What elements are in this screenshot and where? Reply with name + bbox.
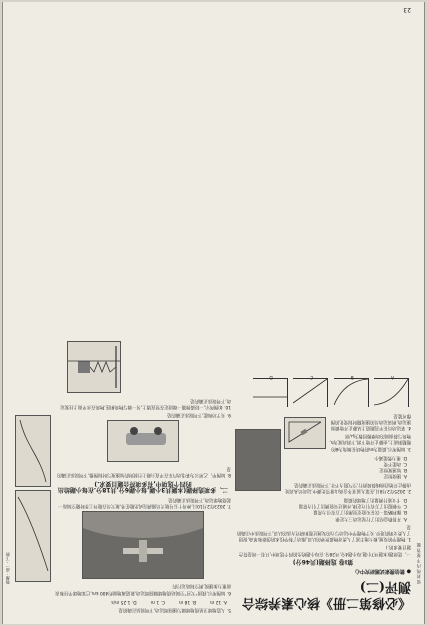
option: B. 伽利略第一次在实验室里测出了万有引力常量 bbox=[313, 509, 407, 515]
question-9: 9. 关于功和能,下列说法正确的是 bbox=[166, 411, 231, 417]
question-6: 6. 如图所示,我国“天宫”空间站绕地球做圆周运动,轨道离地面约400 km,已知地球半径和表面重力加速度,则空间站运行的 bbox=[55, 583, 231, 595]
ramp-diagram bbox=[16, 491, 50, 581]
question-10: 10. 如图所示,一轻质弹簧一端固定在竖直墙上,另一端与物块相连,物块在水平面上往复运动,下列说法正确的是 bbox=[60, 397, 231, 409]
graph-options bbox=[235, 373, 411, 409]
option: A. 12 m bbox=[210, 598, 227, 604]
question-1-options bbox=[235, 496, 407, 521]
graph-label: D bbox=[269, 373, 273, 379]
slide-diagram bbox=[16, 416, 50, 486]
space-station-photo bbox=[82, 511, 204, 579]
section-heading: 第Ⅰ卷 选择题(共46分) bbox=[292, 557, 354, 565]
option: D. 1.25 m/s bbox=[111, 598, 137, 604]
subtitle: ● 微信搜索试题研究中心 bbox=[354, 568, 411, 574]
exam-sheet bbox=[2, 2, 425, 624]
graph-a bbox=[374, 373, 409, 407]
option: C. 1 m bbox=[150, 598, 165, 604]
car-diagram bbox=[108, 421, 178, 461]
question-5-options bbox=[55, 598, 227, 604]
page-number: 23 bbox=[403, 6, 411, 14]
car-figure bbox=[107, 420, 179, 462]
graph-b bbox=[334, 373, 369, 407]
question-4: 4. 某运动员在平直跑道上从静止开始做加速运动,则该运动员的速度随时间变化的图像可能是 bbox=[330, 412, 411, 430]
question-intro: 一、选择题(本题共7小题,每小题4分,共28分.在每小题给出的四个选项中,只有一项是符合题目要求的.) bbox=[238, 544, 411, 556]
right-column bbox=[13, 412, 51, 612]
spring-diagram bbox=[68, 342, 120, 392]
graph-label: C bbox=[310, 373, 314, 379]
graph-d bbox=[253, 373, 288, 407]
middle-column bbox=[55, 341, 231, 612]
incline-figure bbox=[284, 417, 326, 449]
space-station-image bbox=[83, 512, 203, 578]
option: B. 18 m bbox=[178, 598, 197, 604]
ramp-figure bbox=[15, 490, 51, 582]
question-5: 5. 人造地球卫星绕地球做匀速圆周运动,下列说法正确的是 bbox=[118, 607, 231, 612]
question-8: 8. 如图甲、乙所示为某电动汽车在平直公路上行驶时的加速度与时间图像,下列说法正确的是 bbox=[57, 466, 231, 478]
page-title: 《必修第二册》核心素养综合测评(二) bbox=[241, 579, 411, 610]
graph-label: B bbox=[350, 373, 354, 379]
option: A. 速度恒定 bbox=[383, 473, 407, 479]
slide-figure bbox=[15, 415, 51, 487]
option: B. 加速度恒定 bbox=[379, 467, 407, 473]
left-column bbox=[235, 373, 411, 612]
option: C. 牛顿提出了万有引力定律,并通过实验测出了引力常量 bbox=[298, 503, 407, 509]
rotated-page bbox=[2, 2, 425, 624]
binding-strip-right bbox=[2, 2, 13, 624]
option: A. 开普勒总结出了行星运动三大定律 bbox=[335, 515, 407, 521]
graph-label: A bbox=[390, 373, 394, 379]
question-2: 2. 2025年2月8日,在第九届亚冬会高山滑雪比赛中,运动员从高处由静止开始沿曲线斜坡滑行,空气阻力不计,下列说法正确的是 bbox=[284, 481, 411, 493]
incline-diagram bbox=[285, 418, 325, 448]
question-1: 1. 物理学的发展,极大地丰富了人类对物质世界的认识,推动了科学技术的创新和革命,促进了人类文明的进步.关于物理学中运动与力的发展过程和研究方法的认识,下列说法中正确的是 bbox=[236, 523, 411, 542]
graph-c bbox=[293, 373, 328, 407]
option: D. 卡文迪什测量出了地球的质量 bbox=[343, 496, 407, 502]
binding-strip-left bbox=[414, 2, 425, 624]
question-7: 7. 2023年2月10日,神舟十五号航天员圆满完成出舱任务,航天员在舱外工作时随空间站一起绕地球运动,下列说法正确的是 bbox=[58, 496, 231, 509]
section-heading-2: 二、多项选择题(本题共3小题,每小题6分,共18分.在每小题给出的四个选项中,有多项符合题目要求.) bbox=[57, 479, 229, 493]
binding-text: 密 封 线 内 不 要 答 题 bbox=[415, 543, 421, 584]
binding-text-right: 物理 · 高一 · 下册 bbox=[4, 552, 10, 584]
spring-figure bbox=[67, 341, 121, 393]
option: D. 重力势能减小 bbox=[374, 454, 407, 460]
option: C. 动能不变 bbox=[383, 460, 407, 466]
question-3: 3. 如图所示,质量为m的物块在倾角为θ的粗糙斜面上,由静止开始下滑,下滑高度为h,物块与斜面间的动摩擦因数为μ,则 bbox=[329, 433, 411, 451]
skiing-photo bbox=[235, 429, 281, 491]
